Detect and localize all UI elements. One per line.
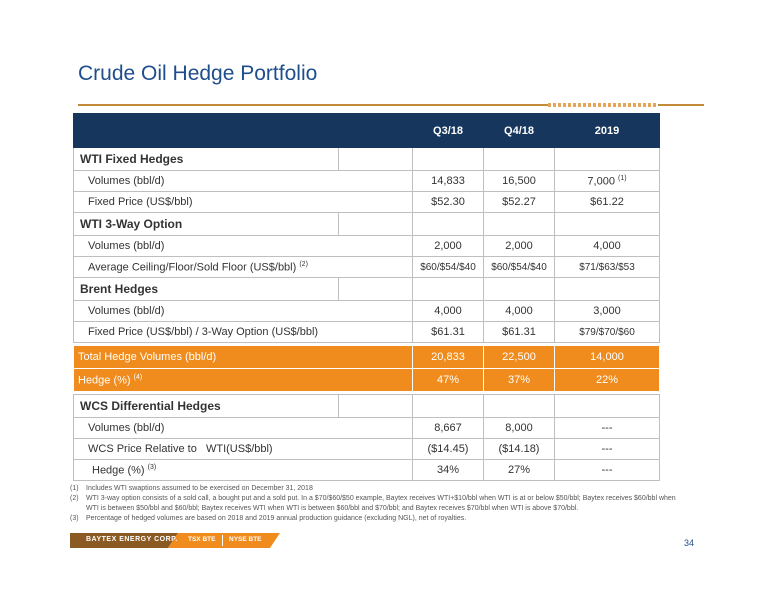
header-spacer — [339, 114, 413, 148]
title-rule — [78, 104, 548, 106]
cell-value: --- — [555, 418, 660, 439]
cell-value: 37% — [484, 369, 555, 392]
footnote-text: Includes WTI swaptions assumed to be exercised on December 31, 2018 — [86, 485, 313, 492]
row-label: Total Hedge Volumes (bbl/d) — [74, 346, 413, 369]
cell-value: 22% — [555, 369, 660, 392]
table-header-row — [74, 114, 660, 148]
cell-value: 8,667 — [413, 418, 484, 439]
table-row — [74, 418, 660, 439]
section-heading: WTI Fixed Hedges — [74, 148, 339, 171]
total-hedge-row — [74, 346, 660, 369]
cell-value: 3,000 — [555, 301, 660, 322]
page-number: 34 — [684, 538, 695, 548]
cell-value: $60/$54/$40 — [413, 257, 484, 278]
footnote-text: WTI 3-way option consists of a sold call, a bought put and a sold put. In a $70/$60/$50 example, Baytex receives WTI+$10/bbl when WTI is at or below $50/bbl; Baytex receives $60/bbl when WTI is between $50/bbl and $60/bbl; Baytex receives WTI when WTI is between $60/bbl and $70/bbl; and Baytex receives $70/bbl when WTI is above $70/bbl. — [86, 495, 676, 512]
cell-value: $61.22 — [555, 192, 660, 213]
cell-value: 8,000 — [484, 418, 555, 439]
row-label: Volumes (bbl/d) — [74, 236, 413, 257]
title-rule-tail — [658, 104, 704, 106]
cell-value: 16,500 — [484, 171, 555, 192]
cell-value: 14,833 — [413, 171, 484, 192]
cell-value: 4,000 — [413, 301, 484, 322]
cell-value: $52.27 — [484, 192, 555, 213]
row-label: WCS Price Relative to WTI(US$/bbl) — [74, 439, 413, 460]
table-row — [74, 257, 660, 278]
cell-value-with-note — [555, 171, 660, 192]
table-row — [74, 439, 660, 460]
cell-value: 2,000 — [413, 236, 484, 257]
row-label: Volumes (bbl/d) — [74, 301, 413, 322]
section-row-wcs — [74, 395, 660, 418]
row-label-with-note — [74, 460, 413, 481]
hedge-percent-row — [74, 369, 660, 392]
cell-value: 4,000 — [555, 236, 660, 257]
brand-logo-text: BAYTEX ENERGY CORP. — [86, 536, 178, 543]
section-row-brent — [74, 278, 660, 301]
cell-value: 4,000 — [484, 301, 555, 322]
footnote-ref: (4) — [133, 373, 143, 381]
table-row — [74, 192, 660, 213]
cell-value: $71/$63/$53 — [555, 257, 660, 278]
cell-value: ($14.18) — [484, 439, 555, 460]
footnote — [70, 484, 690, 494]
title-rule-dots — [548, 103, 658, 107]
table-row — [74, 322, 660, 343]
ticker-divider — [222, 535, 223, 546]
row-label: Average Ceiling/Floor/Sold Floor (US$/bbl) — [88, 261, 297, 274]
footnote-number: (1) — [70, 485, 79, 492]
row-label-with-note — [74, 369, 413, 392]
row-label: Volumes (bbl/d) — [74, 171, 413, 192]
row-label: Volumes (bbl/d) — [74, 418, 413, 439]
footer-banner — [70, 533, 280, 548]
footnote-text: Percentage of hedged volumes are based on 2018 and 2019 annual production guidance (excluding NGL), net of royalties. — [86, 515, 467, 522]
row-label: Hedge (%) — [92, 464, 145, 477]
cell-value: ($14.45) — [413, 439, 484, 460]
col-header-2019: 2019 — [555, 114, 660, 148]
cell-value: $61.31 — [484, 322, 555, 343]
section-heading: Brent Hedges — [74, 278, 339, 301]
section-heading: WCS Differential Hedges — [74, 395, 339, 418]
footnote-number: (2) — [70, 495, 79, 502]
cell-value: $60/$54/$40 — [484, 257, 555, 278]
cell-value: 2,000 — [484, 236, 555, 257]
row-label: Fixed Price (US$/bbl) — [74, 192, 413, 213]
footnote — [70, 514, 690, 524]
footnote-ref: (3) — [147, 463, 157, 471]
section-row-wti-3way — [74, 213, 660, 236]
page-title: Crude Oil Hedge Portfolio — [78, 62, 318, 85]
row-label: Hedge (%) — [78, 374, 131, 387]
table-row — [74, 460, 660, 481]
header-blank — [74, 114, 339, 148]
cell-value: 27% — [484, 460, 555, 481]
cell-value: $79/$70/$60 — [555, 322, 660, 343]
row-label-with-note — [74, 257, 413, 278]
cell-value: 20,833 — [413, 346, 484, 369]
cell-value: $52.30 — [413, 192, 484, 213]
section-row-wti-fixed — [74, 148, 660, 171]
table-row — [74, 236, 660, 257]
ticker-tsx: TSX BTE — [188, 536, 216, 543]
col-header-q3: Q3/18 — [413, 114, 484, 148]
cell-value: --- — [555, 439, 660, 460]
table-row — [74, 171, 660, 192]
footnote-number: (3) — [70, 515, 79, 522]
cell-value: 22,500 — [484, 346, 555, 369]
row-label: Fixed Price (US$/bbl) / 3-Way Option (US$/bbl) — [74, 322, 413, 343]
cell-value: 14,000 — [555, 346, 660, 369]
section-heading: WTI 3-Way Option — [74, 213, 339, 236]
cell-value: 47% — [413, 369, 484, 392]
ticker-nyse: NYSE BTE — [229, 536, 262, 543]
footnote-ref: (2) — [299, 260, 308, 268]
hedge-table — [73, 113, 660, 481]
col-header-q4: Q4/18 — [484, 114, 555, 148]
footnote-ref: (1) — [618, 174, 627, 182]
table-row — [74, 301, 660, 322]
cell-value: 7,000 — [587, 175, 615, 188]
cell-value: 34% — [413, 460, 484, 481]
cell-value: --- — [555, 460, 660, 481]
cell-value: $61.31 — [413, 322, 484, 343]
footnotes — [70, 484, 690, 524]
footnote — [70, 494, 690, 514]
